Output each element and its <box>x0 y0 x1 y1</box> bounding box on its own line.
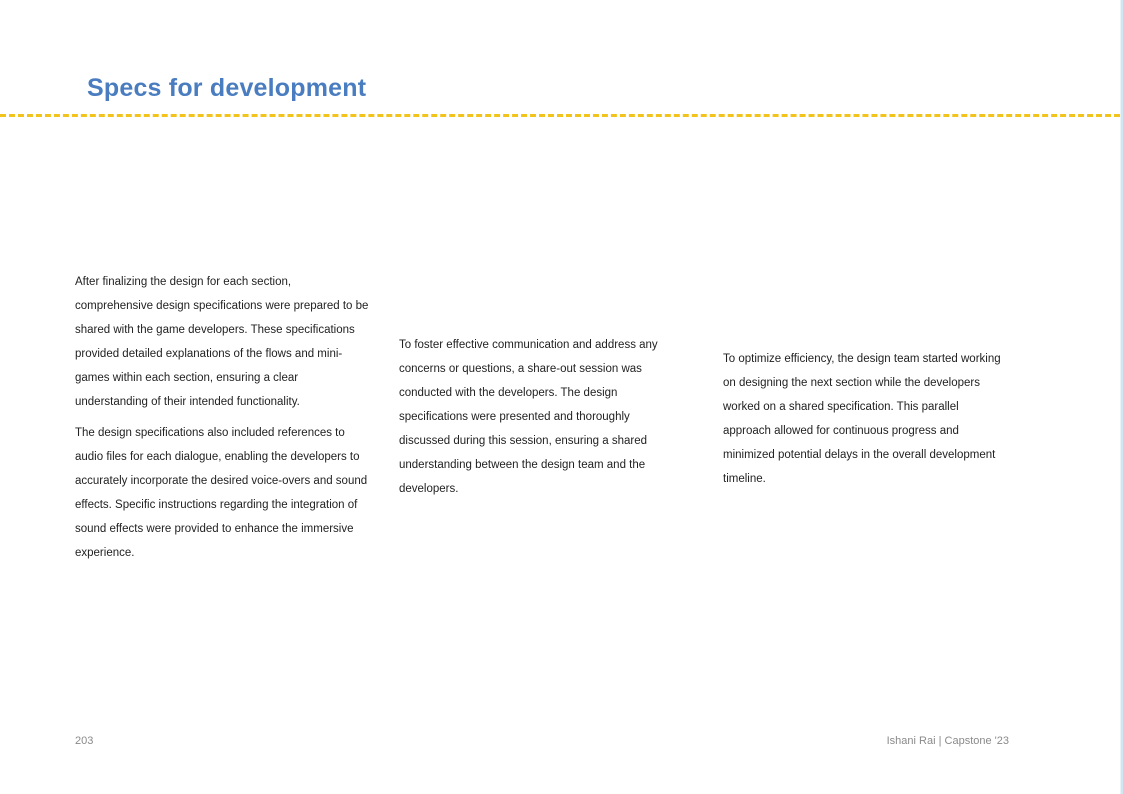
paragraph: The design specifications also included references to audio files for each dialogue, enabling the developers to accurately incorporate the desired voice-overs and sound effects. Specific instructions regarding the integration of sound effects were provided to enhance the immersive experience. <box>75 427 368 559</box>
page-number: 203 <box>75 735 94 747</box>
paragraph: To optimize efficiency, the design team started working on designing the next section while the developers worked on a shared specification. This parallel approach allowed for continuous progress and minimized potential delays in the overall development timeline. <box>723 353 1001 485</box>
title-divider <box>0 114 1120 117</box>
text-column-3 <box>723 347 1003 491</box>
page-title: Specs for development <box>87 74 367 102</box>
paragraph: After finalizing the design for each section, comprehensive design specifications were prepared to be shared with the game developers. These specifications provided detailed explanations of the flows and mini-games within each section, ensuring a clear understanding of their intended functionality. <box>75 276 369 408</box>
text-column-1 <box>75 270 370 565</box>
text-column-2 <box>399 333 671 501</box>
paragraph: To foster effective communication and address any concerns or questions, a share-out session was conducted with the developers. The design specifications were presented and thoroughly discussed during this session, ensuring a shared understanding between the design team and the developers. <box>399 339 658 495</box>
footer-credit: Ishani Rai | Capstone '23 <box>886 735 1009 747</box>
